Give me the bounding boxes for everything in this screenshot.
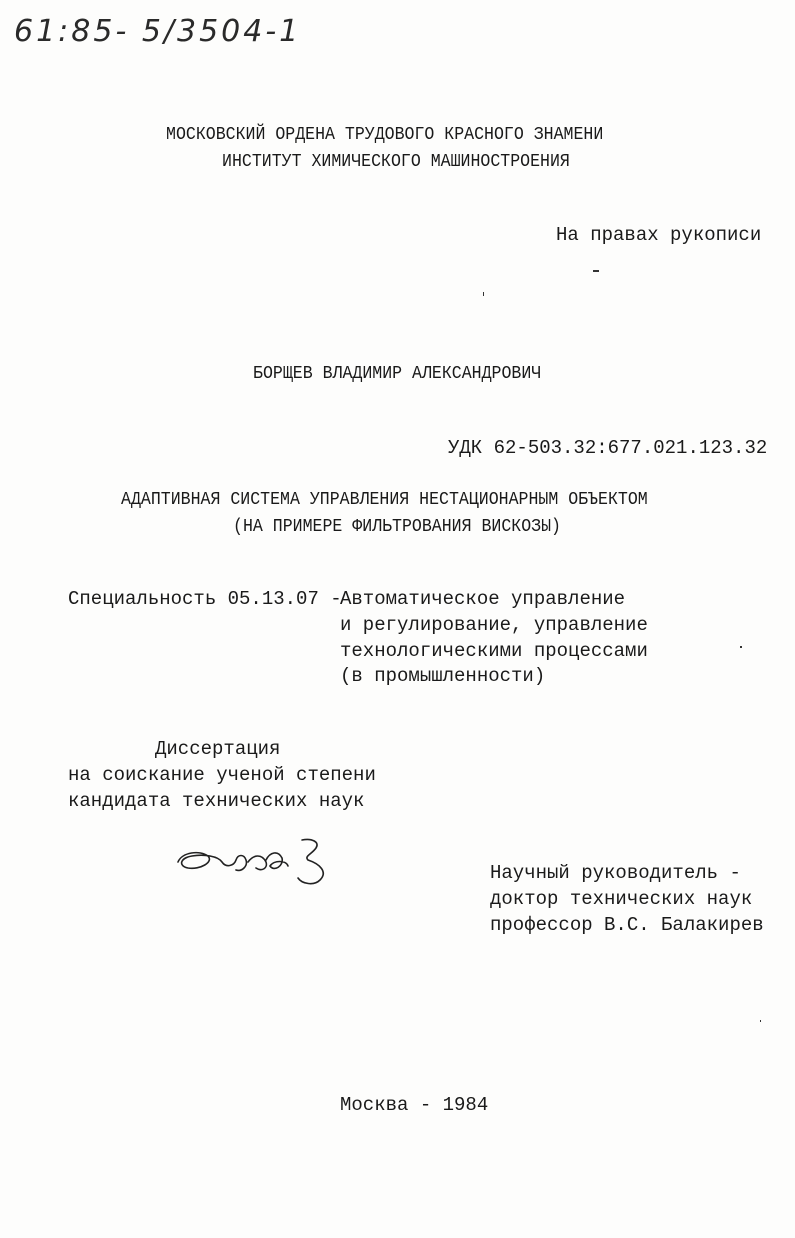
scan-speck — [760, 1020, 761, 1022]
specialty-line-1: Автоматическое управление — [340, 588, 626, 610]
scan-speck — [593, 270, 599, 272]
specialty-line-2: и регулирование, управление — [340, 614, 648, 636]
place-and-year: Москва - 1984 — [340, 1094, 489, 1116]
udk-code: УДК 62-503.32:677.021.123.32 — [448, 437, 768, 459]
specialty-line-4: (в промышленности) — [340, 665, 546, 687]
specialty-line-3: технологическими процессами — [340, 640, 648, 662]
handwritten-catalog-note: 61:85- 5/3504-1 — [14, 14, 302, 49]
rights-note: На правах рукописи — [556, 224, 762, 246]
supervisor-line-1: Научный руководитель - — [490, 862, 741, 884]
supervisor-line-2: доктор технических наук — [490, 888, 753, 910]
dissertation-line-1: Диссертация — [155, 738, 281, 760]
institution-line-2: ИНСТИТУТ ХИМИЧЕСКОГО МАШИНОСТРОЕНИЯ — [222, 152, 570, 172]
author-name: БОРЩЕВ ВЛАДИМИР АЛЕКСАНДРОВИЧ — [253, 364, 542, 384]
institution-line-1: МОСКОВСКИЙ ОРДЕНА ТРУДОВОГО КРАСНОГО ЗНАМЕНИ — [166, 125, 604, 145]
specialty-label: Специальность 05.13.07 - — [68, 588, 342, 610]
dissertation-line-2: на соискание ученой степени — [68, 764, 376, 786]
scan-speck — [740, 646, 742, 648]
dissertation-line-3: кандидата технических наук — [68, 790, 365, 812]
supervisor-line-3: профессор В.С. Балакирев — [490, 914, 764, 936]
thesis-title-line-1: АДАПТИВНАЯ СИСТЕМА УПРАВЛЕНИЯ НЕСТАЦИОНАРНЫМ ОБЪЕКТОМ — [121, 490, 648, 510]
thesis-title-line-2: (НА ПРИМЕРЕ ФИЛЬТРОВАНИЯ ВИСКОЗЫ) — [233, 517, 561, 537]
signature — [170, 832, 340, 892]
scan-speck — [483, 292, 484, 296]
